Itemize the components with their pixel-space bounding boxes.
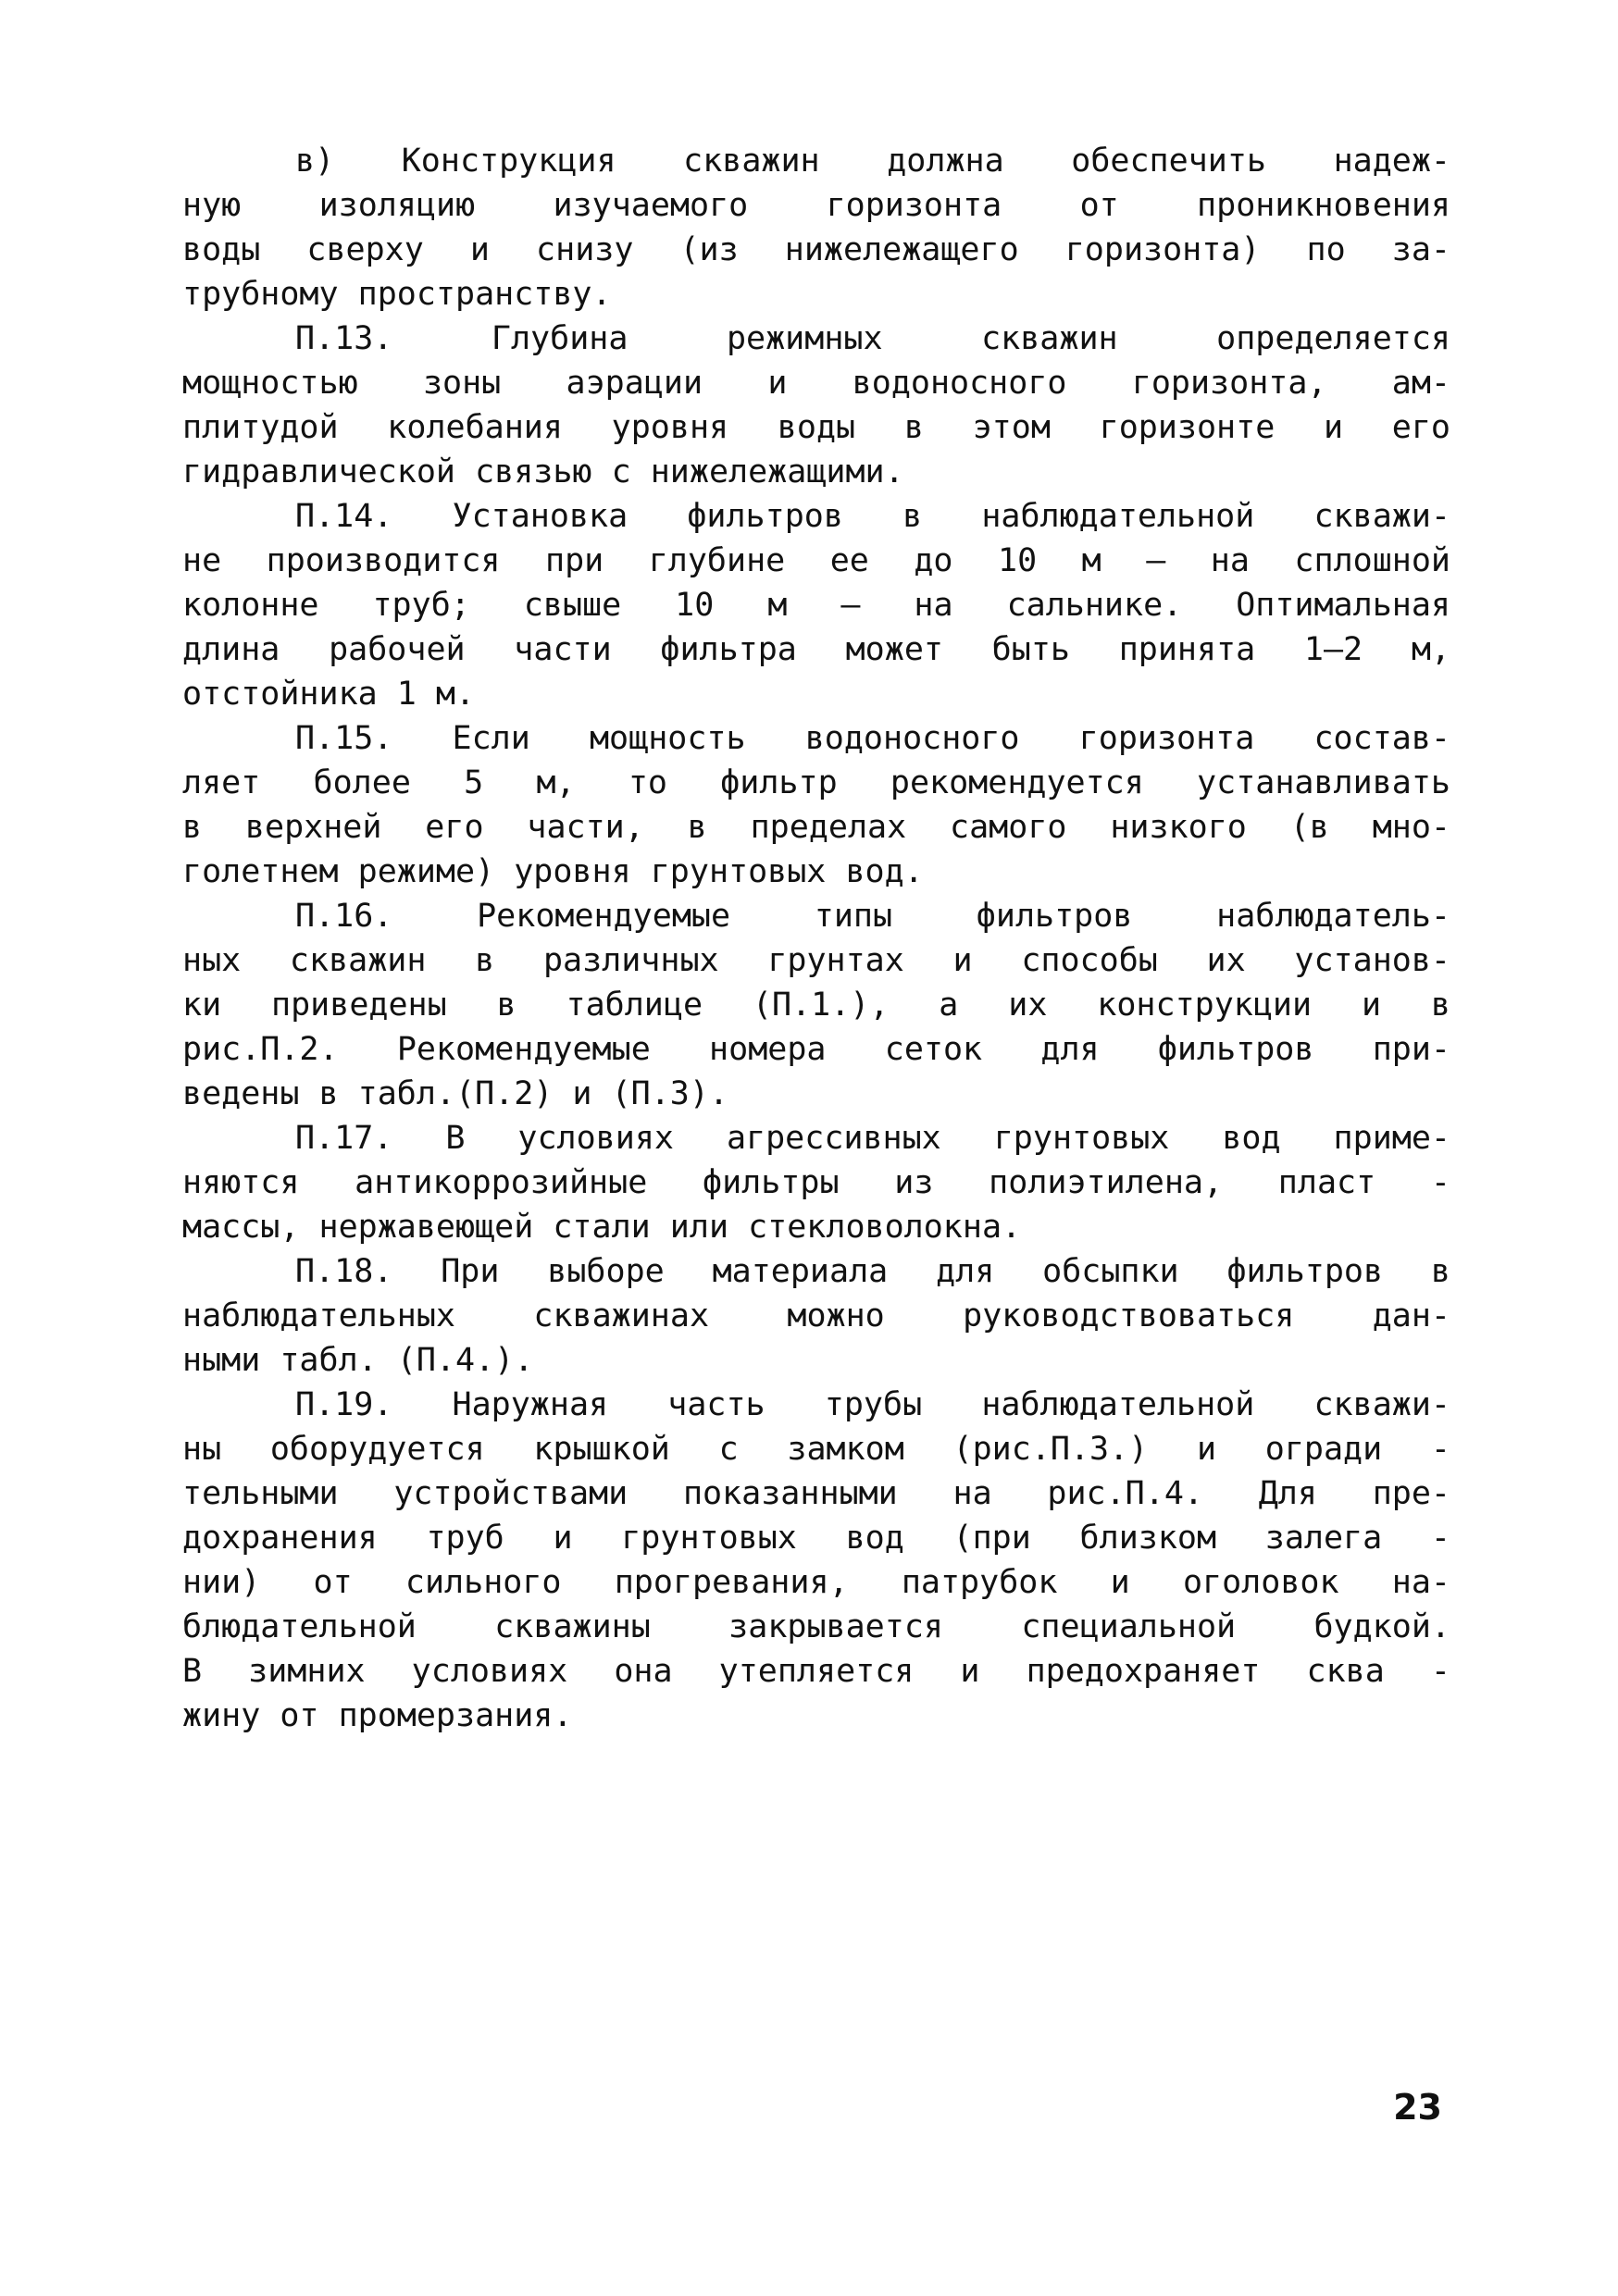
- text-line: в верхней его части, в пределах самого низкого (в мно-: [182, 809, 1450, 846]
- text-line: П.16. Рекомендуемые типы фильтров наблюдатель-: [295, 898, 1450, 935]
- text-line: массы, нержавеющей стали или стекловолокна.: [182, 1209, 1022, 1246]
- text-line: длина рабочей части фильтра может быть принята 1–2 м,: [182, 631, 1450, 668]
- text-line: ную изоляцию изучаемого горизонта от проникновения: [182, 187, 1450, 224]
- text-line: тельными устройствами показанными на рис.П.4. Для пре-: [182, 1475, 1450, 1512]
- text-line: П.17. В условиях агрессивных грунтовых вод приме-: [295, 1120, 1450, 1157]
- body-text: [182, 139, 1450, 1738]
- text-line: жину от промерзания.: [182, 1697, 573, 1734]
- paragraph-p19: [182, 1383, 1450, 1738]
- paragraph-p16: [182, 894, 1450, 1116]
- text-line: трубному пространству.: [182, 276, 612, 313]
- text-line: рис.П.2. Рекомендуемые номера сеток для фильтров при-: [182, 1031, 1450, 1068]
- text-line: ных скважин в различных грунтах и способы их установ-: [182, 942, 1450, 979]
- text-line: П.18. При выборе материала для обсыпки фильтров в: [295, 1253, 1450, 1290]
- text-line: П.13. Глубина режимных скважин определяется: [295, 320, 1450, 357]
- text-line: голетнем режиме) уровня грунтовых вод.: [182, 853, 924, 890]
- text-line: нии) от сильного прогревания, патрубок и оголовок на-: [182, 1564, 1450, 1601]
- text-line: гидравлической связью с нижележащими.: [182, 453, 904, 490]
- text-line: П.14. Установка фильтров в наблюдательной скважи-: [295, 498, 1450, 535]
- text-line: ки приведены в таблице (П.1.), а их конструкции и в: [182, 987, 1450, 1024]
- text-line: В зимних условиях она утепляется и предохраняет сква -: [182, 1653, 1450, 1690]
- paragraph-p14: [182, 494, 1450, 716]
- text-line: няются антикоррозийные фильтры из полиэтилена, пласт -: [182, 1164, 1450, 1201]
- text-line: ны оборудуется крышкой с замком (рис.П.3.) и огради -: [182, 1431, 1450, 1468]
- text-line: мощностью зоны аэрации и водоносного горизонта, ам-: [182, 365, 1450, 402]
- text-line: блюдательной скважины закрывается специальной будкой.: [182, 1608, 1450, 1645]
- paragraph-v: [182, 139, 1450, 316]
- paragraph-p13: [182, 316, 1450, 494]
- paragraph-p18: [182, 1249, 1450, 1383]
- text-line: ведены в табл.(П.2) и (П.3).: [182, 1075, 729, 1112]
- text-line: колонне труб; свыше 10 м – на сальнике. Оптимальная: [182, 587, 1450, 624]
- text-line: П.19. Наружная часть трубы наблюдательной скважи-: [295, 1386, 1450, 1423]
- paragraph-p15: [182, 716, 1450, 894]
- text-line: дохранения труб и грунтовых вод (при близком залега -: [182, 1520, 1450, 1557]
- text-line: плитудой колебания уровня воды в этом горизонте и его: [182, 409, 1450, 446]
- text-line: П.15. Если мощность водоносного горизонта состав-: [295, 720, 1450, 757]
- page-number: 23: [1393, 2087, 1442, 2128]
- text-line: ными табл. (П.4.).: [182, 1342, 534, 1379]
- text-line: воды сверху и снизу (из нижележащего горизонта) по за-: [182, 231, 1450, 268]
- text-line: отстойника 1 м.: [182, 676, 476, 713]
- text-line: не производится при глубине ее до 10 м – на сплошной: [182, 542, 1450, 579]
- text-line: наблюдательных скважинах можно руководствоваться дан-: [182, 1297, 1450, 1334]
- paragraph-p17: [182, 1116, 1450, 1249]
- text-line: ляет более 5 м, то фильтр рекомендуется устанавливать: [182, 764, 1450, 801]
- text-line: в) Конструкция скважин должна обеспечить надеж-: [295, 143, 1450, 180]
